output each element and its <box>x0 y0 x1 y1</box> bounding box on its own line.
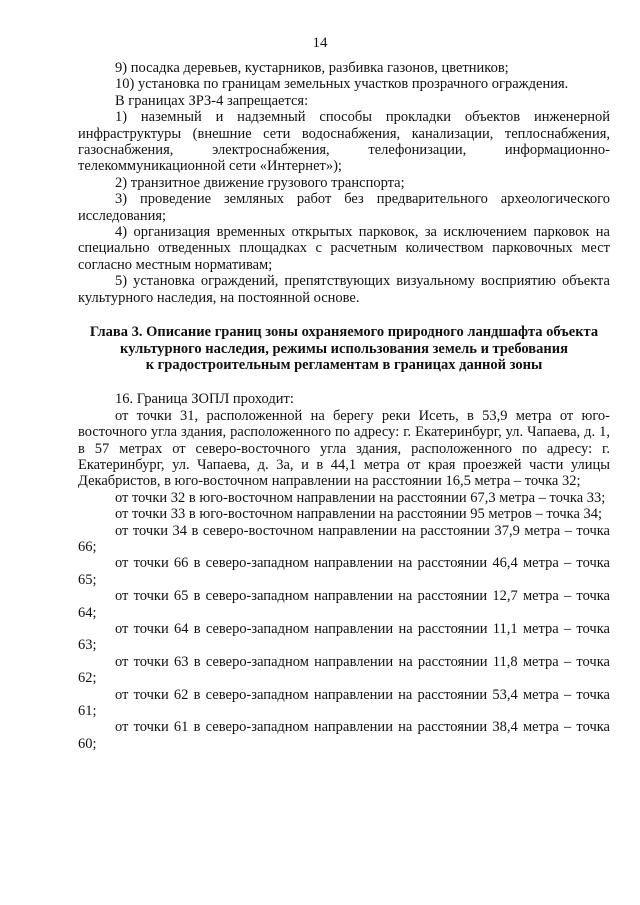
boundary-segment: от точки 34 в северо-восточном направлении на расстоянии 37,9 метра – точка 66; <box>78 522 610 555</box>
boundary-segment: от точки 62 в северо-западном направлении на расстоянии 53,4 метра – точка 61; <box>78 686 610 720</box>
list-item: 3) проведение земляных работ без предварительного археологического исследования; <box>78 191 610 224</box>
list-item: 10) установка по границам земельных участков прозрачного ограждения. <box>115 76 569 93</box>
list-item: 2) транзитное движение грузового транспорта; <box>115 174 405 191</box>
section-intro: В границах ЗРЗ-4 запрещается: <box>115 92 309 109</box>
boundary-segment: от точки 61 в северо-западном направлении на расстоянии 38,4 метра – точка 60; <box>78 719 610 752</box>
clause-title: 16. Граница ЗОПЛ проходит: <box>115 391 294 408</box>
boundary-segment: от точки 65 в северо-западном направлении на расстоянии 12,7 метра – точка 64; <box>78 588 610 621</box>
boundary-segment: от точки 63 в северо-западном направлении на расстоянии 11,8 метра – точка 62; <box>78 653 610 687</box>
chapter-heading-line: культурного наследия, режимы использования земель и требования <box>120 340 568 357</box>
boundary-segment: от точки 31, расположенной на берегу реки Исеть, в 53,9 метра от юго-восточного угла здания, расположенного по адресу: г. Екатеринбург, ул. Чапаева, д. 1, в 57 метрах от северо-восточного угла здания, расположенного по адресу: г. Екатеринбург, ул. Чапаева, д. 3а, и в 44,1 метра от края проезжей части улицы Декабристов, в юго-восточном направлении на расстоянии 16,5 метра – точка 32; <box>78 407 610 490</box>
boundary-segment: от точки 33 в юго-восточном направлении на расстоянии 95 метров – точка 34; <box>115 506 603 523</box>
boundary-segment: от точки 66 в северо-западном направлении на расстоянии 46,4 метра – точка 65; <box>78 555 610 588</box>
boundary-segment: от точки 32 в юго-восточном направлении на расстоянии 67,3 метра – точка 33; <box>115 489 606 506</box>
list-item: 1) наземный и надземный способы прокладки объектов инженерной инфраструктуры (внешние сети водоснабжения, канализации, теплоснабжения, газоснабжения, электроснабжения, телефонизации, информационно-телекоммуникационной сети «Интернет»); <box>78 109 610 175</box>
list-item: 5) установка ограждений, препятствующих визуальному восприятию объекта культурного наследия, на постоянной основе. <box>78 273 610 306</box>
chapter-heading <box>78 324 610 373</box>
chapter-heading-line: к градостроительным регламентам в границах данной зоны <box>145 356 543 373</box>
list-item: 9) посадка деревьев, кустарников, разбивка газонов, цветников; <box>115 60 509 76</box>
boundary-segment: от точки 64 в северо-западном направлении на расстоянии 11,1 метра – точка 63; <box>78 621 610 654</box>
list-item: 4) организация временных открытых парковок, за исключением парковок на специально отведенных площадках с расчетным количеством парковочных мест согласно местным нормативам; <box>78 224 610 273</box>
page-number: 14 <box>312 35 328 51</box>
chapter-heading-line: Глава 3. Описание границ зоны охраняемого природного ландшафта объекта <box>89 324 599 341</box>
document-body <box>78 60 610 752</box>
